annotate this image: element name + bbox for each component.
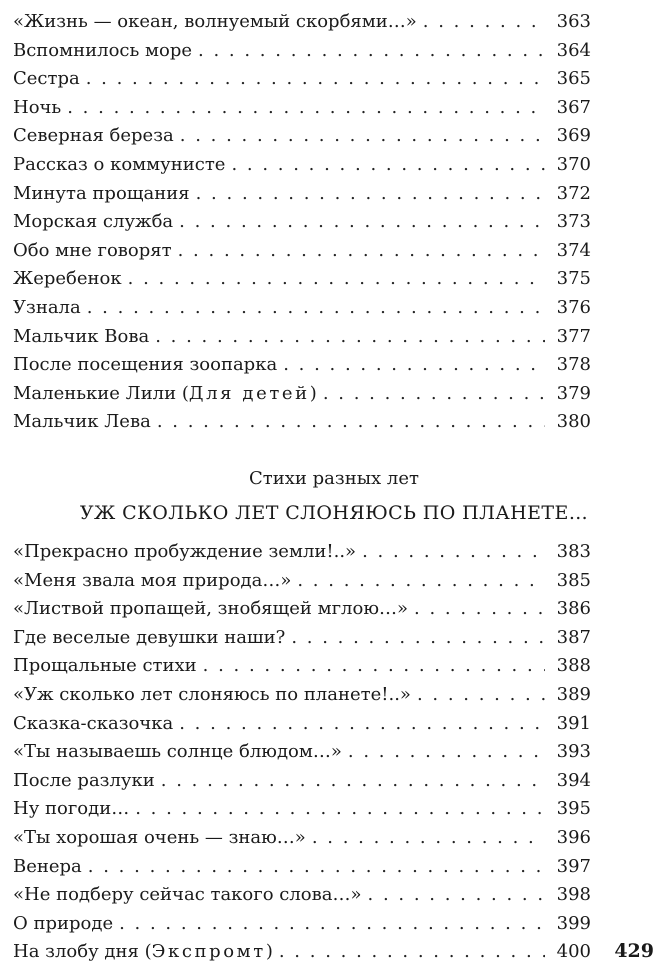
toc-entry-page: 387 <box>556 626 591 648</box>
toc-entry <box>13 795 591 824</box>
toc-entry-page: 375 <box>556 268 591 290</box>
dot-leader <box>179 208 545 237</box>
toc-entry-page: 400 <box>556 941 591 963</box>
toc-entry-note-close: ) <box>309 382 317 404</box>
toc-entry-title <box>13 380 323 409</box>
toc-entry-page: 396 <box>556 826 591 848</box>
toc-entry-title: Мальчик Вова <box>13 325 150 347</box>
toc-entry <box>13 538 591 567</box>
toc-entry-title: Прощальные стихи <box>13 655 197 677</box>
dot-leader <box>279 938 545 967</box>
toc-list-main <box>13 8 591 437</box>
dot-leader <box>86 65 545 94</box>
toc-entry-title: Ну погоди… <box>13 798 130 820</box>
dot-leader <box>323 380 545 409</box>
toc-entry-page: 379 <box>556 382 591 404</box>
toc-entry-page: 394 <box>556 769 591 791</box>
toc-entry-page: 395 <box>556 798 591 820</box>
toc-entry <box>13 351 591 380</box>
dot-leader <box>312 824 545 853</box>
toc-entry-title: Минута прощания <box>13 182 190 204</box>
toc-entry-title: Морская служба <box>13 211 174 233</box>
toc-entry-title: Мальчик Лева <box>13 411 151 433</box>
toc-entry <box>13 853 591 882</box>
toc-entry <box>13 767 591 796</box>
toc-entry <box>13 652 591 681</box>
toc-entry-page: 373 <box>556 211 591 233</box>
toc-entry-title: Узнала <box>13 296 81 318</box>
toc-entry-page: 398 <box>556 884 591 906</box>
toc-entry-title-text: На злобу дня <box>13 941 139 963</box>
dot-leader <box>178 237 545 266</box>
dot-leader <box>231 151 545 180</box>
toc-entry <box>13 323 591 352</box>
toc-entry <box>13 738 591 767</box>
toc-entry-page: 380 <box>556 411 591 433</box>
toc-entry-page: 393 <box>556 741 591 763</box>
toc-entry-page: 367 <box>556 96 591 118</box>
toc-entry-note: Экспромт <box>151 941 266 963</box>
dot-leader <box>291 624 545 653</box>
toc-entry-title: «Уж сколько лет слоняюсь по планете!..» <box>13 683 411 705</box>
toc-entry-page: 370 <box>556 153 591 175</box>
toc-entry-page: 374 <box>556 239 591 261</box>
toc-entry-page: 389 <box>556 683 591 705</box>
toc-entry-title-text: Маленькие Лили <box>13 382 177 404</box>
toc-entry-note-open: ( <box>144 941 152 963</box>
toc-list-section <box>13 538 591 967</box>
toc-entry-title: О природе <box>13 912 114 934</box>
dot-leader <box>155 323 545 352</box>
toc-entry-page: 397 <box>556 855 591 877</box>
toc-entry-title: Где веселые девушки наши? <box>13 626 286 648</box>
toc-entry <box>13 824 591 853</box>
toc-entry <box>13 681 591 710</box>
toc-entry-page: 364 <box>556 39 591 61</box>
toc-entry-title: Венера <box>13 855 82 877</box>
dot-leader <box>157 408 545 437</box>
toc-entry-title: Сказка-сказочка <box>13 712 174 734</box>
page-number: 429 <box>614 940 654 962</box>
dot-leader <box>135 795 545 824</box>
toc-entry-page: 369 <box>556 125 591 147</box>
toc-entry <box>13 567 591 596</box>
toc-entry-page: 399 <box>556 912 591 934</box>
toc-entry-page: 376 <box>556 296 591 318</box>
toc-entry-title: «Ты называешь солнце блюдом…» <box>13 741 342 763</box>
dot-leader <box>348 738 545 767</box>
toc-entry-page: 386 <box>556 598 591 620</box>
toc-entry-title: «Прекрасно пробуждение земли!..» <box>13 541 357 562</box>
toc-entry-title: Ночь <box>13 96 62 118</box>
dot-leader <box>88 853 545 882</box>
toc-entry-note: Для детей <box>188 382 310 404</box>
section-subtitle: Стихи разных лет <box>249 468 419 489</box>
dot-leader <box>179 710 545 739</box>
toc-entry <box>13 881 591 910</box>
toc-entry-page: 365 <box>556 68 591 90</box>
toc-entry-title: «Ты хорошая очень — знаю…» <box>13 826 306 848</box>
dot-leader <box>414 595 545 624</box>
toc-entry-title: Северная береза <box>13 125 174 147</box>
toc-entry-title: Жеребенок <box>13 268 122 290</box>
toc-entry <box>13 122 591 151</box>
toc-entry <box>13 910 591 939</box>
toc-entry-title: Сестра <box>13 68 80 90</box>
dot-leader <box>180 122 545 151</box>
toc-entry-title: Вспомнилось море <box>13 39 193 61</box>
toc-entry <box>13 208 591 237</box>
section-title: УЖ СКОЛЬКО ЛЕТ СЛОНЯЮСЬ ПО ПЛАНЕТЕ… <box>79 502 589 524</box>
toc-entry <box>13 710 591 739</box>
toc-entry <box>13 237 591 266</box>
dot-leader <box>119 910 545 939</box>
toc-entry <box>13 380 591 409</box>
toc-entry-page: 377 <box>556 325 591 347</box>
toc-entry-note-open: ( <box>181 382 189 404</box>
toc-entry-note-close: ) <box>265 941 273 963</box>
toc-entry <box>13 408 591 437</box>
toc-entry-page: 388 <box>556 655 591 677</box>
toc-entry-title: Обо мне говорят <box>13 239 172 261</box>
toc-entry <box>13 294 591 323</box>
toc-entry-title: «Не подберу сейчас такого слова…» <box>13 884 362 906</box>
toc-entry <box>13 94 591 123</box>
toc-entry <box>13 151 591 180</box>
dot-leader <box>417 681 545 710</box>
toc-entry <box>13 8 591 37</box>
dot-leader <box>203 652 545 681</box>
toc-entry-title: «Меня звала моя природа…» <box>13 569 292 591</box>
toc-entry-title: После посещения зоопарка <box>13 354 278 376</box>
toc-entry <box>13 265 591 294</box>
dot-leader <box>283 351 545 380</box>
toc-entry <box>13 938 591 967</box>
toc-entry-page: 391 <box>556 712 591 734</box>
toc-entry-title <box>13 938 279 967</box>
toc-entry-page: 383 <box>556 541 591 562</box>
dot-leader <box>198 37 545 66</box>
toc-entry-title: «Жизнь — океан, волнуемый скорбями…» <box>13 11 417 32</box>
dot-leader <box>297 567 545 596</box>
toc-entry <box>13 180 591 209</box>
dot-leader <box>362 538 545 567</box>
toc-entry <box>13 65 591 94</box>
dot-leader <box>368 881 546 910</box>
dot-leader <box>67 94 545 123</box>
toc-entry-page: 372 <box>556 182 591 204</box>
dot-leader <box>161 767 545 796</box>
dot-leader <box>128 265 545 294</box>
dot-leader <box>87 294 545 323</box>
toc-entry <box>13 624 591 653</box>
toc-entry-page: 385 <box>556 569 591 591</box>
toc-entry <box>13 37 591 66</box>
dot-leader <box>196 180 545 209</box>
dot-leader <box>423 8 545 37</box>
toc-entry <box>13 595 591 624</box>
toc-entry-title: Рассказ о коммунисте <box>13 153 226 175</box>
toc-entry-title: После разлуки <box>13 769 155 791</box>
toc-entry-title: «Листвой пропащей, знобящей мглою…» <box>13 598 409 620</box>
toc-entry-page: 363 <box>556 11 591 32</box>
toc-entry-page: 378 <box>556 354 591 376</box>
